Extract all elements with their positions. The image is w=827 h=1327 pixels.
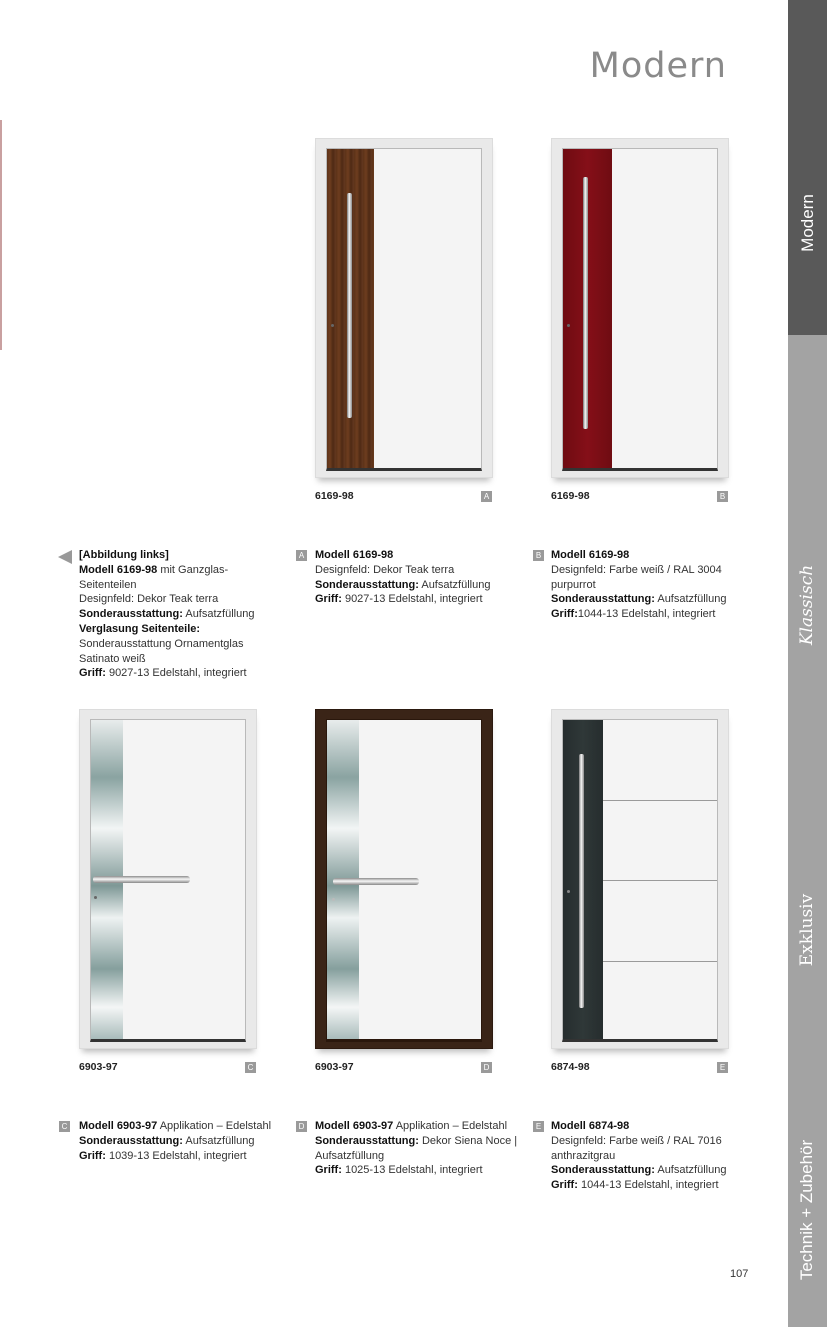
tab-technik-zubehoer[interactable] bbox=[788, 1110, 827, 1310]
description-e: Modell 6874-98 Designfeld: Farbe weiß / RAL 7016 anthrazitgrau Sonderausstattung: Aufsatzfüllung Griff: 1044-13 Edelstahl, integriert bbox=[551, 1120, 727, 1192]
door-letter-e: E bbox=[717, 1062, 728, 1073]
door-letter-b: B bbox=[717, 491, 728, 502]
keyhole bbox=[332, 898, 335, 901]
bar-handle bbox=[579, 754, 584, 1008]
keyhole bbox=[94, 896, 97, 899]
desc-letter-c: C bbox=[59, 1121, 70, 1132]
keyhole bbox=[567, 890, 570, 893]
tab-exklusiv[interactable] bbox=[788, 850, 827, 1010]
description-b: Modell 6169-98 Designfeld: Farbe weiß / RAL 3004 purpurrot Sonderausstattung: Aufsatzfüllung Griff:1044-13 Edelstahl, integriert bbox=[551, 549, 727, 621]
tab-exklusiv-label: Exklusiv bbox=[797, 893, 818, 967]
door-leaf bbox=[326, 148, 482, 471]
bar-handle bbox=[333, 878, 419, 885]
door-letter-d: D bbox=[481, 1062, 492, 1073]
tab-modern-label: Modern bbox=[797, 193, 817, 252]
page-edge-mark bbox=[0, 120, 2, 350]
door-image-b bbox=[551, 138, 729, 478]
description-left: [Abbildung links] Modell 6169-98 mit Ganzglas- Seitenteilen Designfeld: Dekor Teak terra Sonderausstattung: Aufsatzfüllung Verglasung Seitenteile: Sonderausstattung Ornamentglas Satinato weiß Griff: 9027-13 Edelstahl, integriert bbox=[79, 549, 255, 680]
door-image-e bbox=[551, 709, 729, 1049]
door-caption-d: 6903-97 bbox=[315, 1061, 354, 1073]
tab-modern[interactable] bbox=[788, 0, 827, 335]
door-letter-c: C bbox=[245, 1062, 256, 1073]
door-image-c bbox=[79, 709, 257, 1049]
desc-letter-d: D bbox=[296, 1121, 307, 1132]
tab-technik-label: Technik + Zubehör bbox=[797, 1139, 817, 1281]
desc-letter-a: A bbox=[296, 550, 307, 561]
door-caption-e: 6874-98 bbox=[551, 1061, 590, 1073]
door-leaf bbox=[562, 148, 718, 471]
keyhole bbox=[331, 324, 334, 327]
section-sidebar bbox=[788, 0, 827, 1327]
door-caption-c: 6903-97 bbox=[79, 1061, 118, 1073]
tab-klassisch[interactable] bbox=[788, 520, 827, 690]
door-caption-b: 6169-98 bbox=[551, 490, 590, 502]
page-number: 107 bbox=[730, 1268, 749, 1280]
door-leaf bbox=[562, 719, 718, 1042]
panel-groove bbox=[603, 880, 717, 881]
tab-klassisch-label: Klassisch bbox=[797, 564, 818, 646]
desc-letter-e: E bbox=[533, 1121, 544, 1132]
description-a: Modell 6169-98 Designfeld: Dekor Teak terra Sonderausstattung: Aufsatzfüllung Griff: 9027-13 Edelstahl, integriert bbox=[315, 549, 491, 606]
desc-letter-b: B bbox=[533, 550, 544, 561]
door-image-a bbox=[315, 138, 493, 478]
keyhole bbox=[567, 324, 570, 327]
door-leaf bbox=[326, 719, 482, 1042]
bar-handle bbox=[93, 876, 190, 883]
door-caption-a: 6169-98 bbox=[315, 490, 354, 502]
panel-groove bbox=[603, 800, 717, 801]
arrow-left-icon bbox=[58, 550, 72, 564]
panel-groove bbox=[603, 961, 717, 962]
bar-handle bbox=[583, 177, 588, 429]
bar-handle bbox=[347, 193, 352, 418]
description-c: Modell 6903-97 Applikation – Edelstahl Sonderausstattung: Aufsatzfüllung Griff: 1039-13 Edelstahl, integriert bbox=[79, 1120, 272, 1162]
door-letter-a: A bbox=[481, 491, 492, 502]
door-image-d bbox=[315, 709, 493, 1049]
door-leaf bbox=[90, 719, 246, 1042]
page-title: Modern bbox=[589, 46, 727, 86]
description-d: Modell 6903-97 Applikation – Edelstahl Sonderausstattung: Dekor Siena Noce | Aufsatzfüllung Griff: 1025-13 Edelstahl, integriert bbox=[315, 1120, 518, 1177]
